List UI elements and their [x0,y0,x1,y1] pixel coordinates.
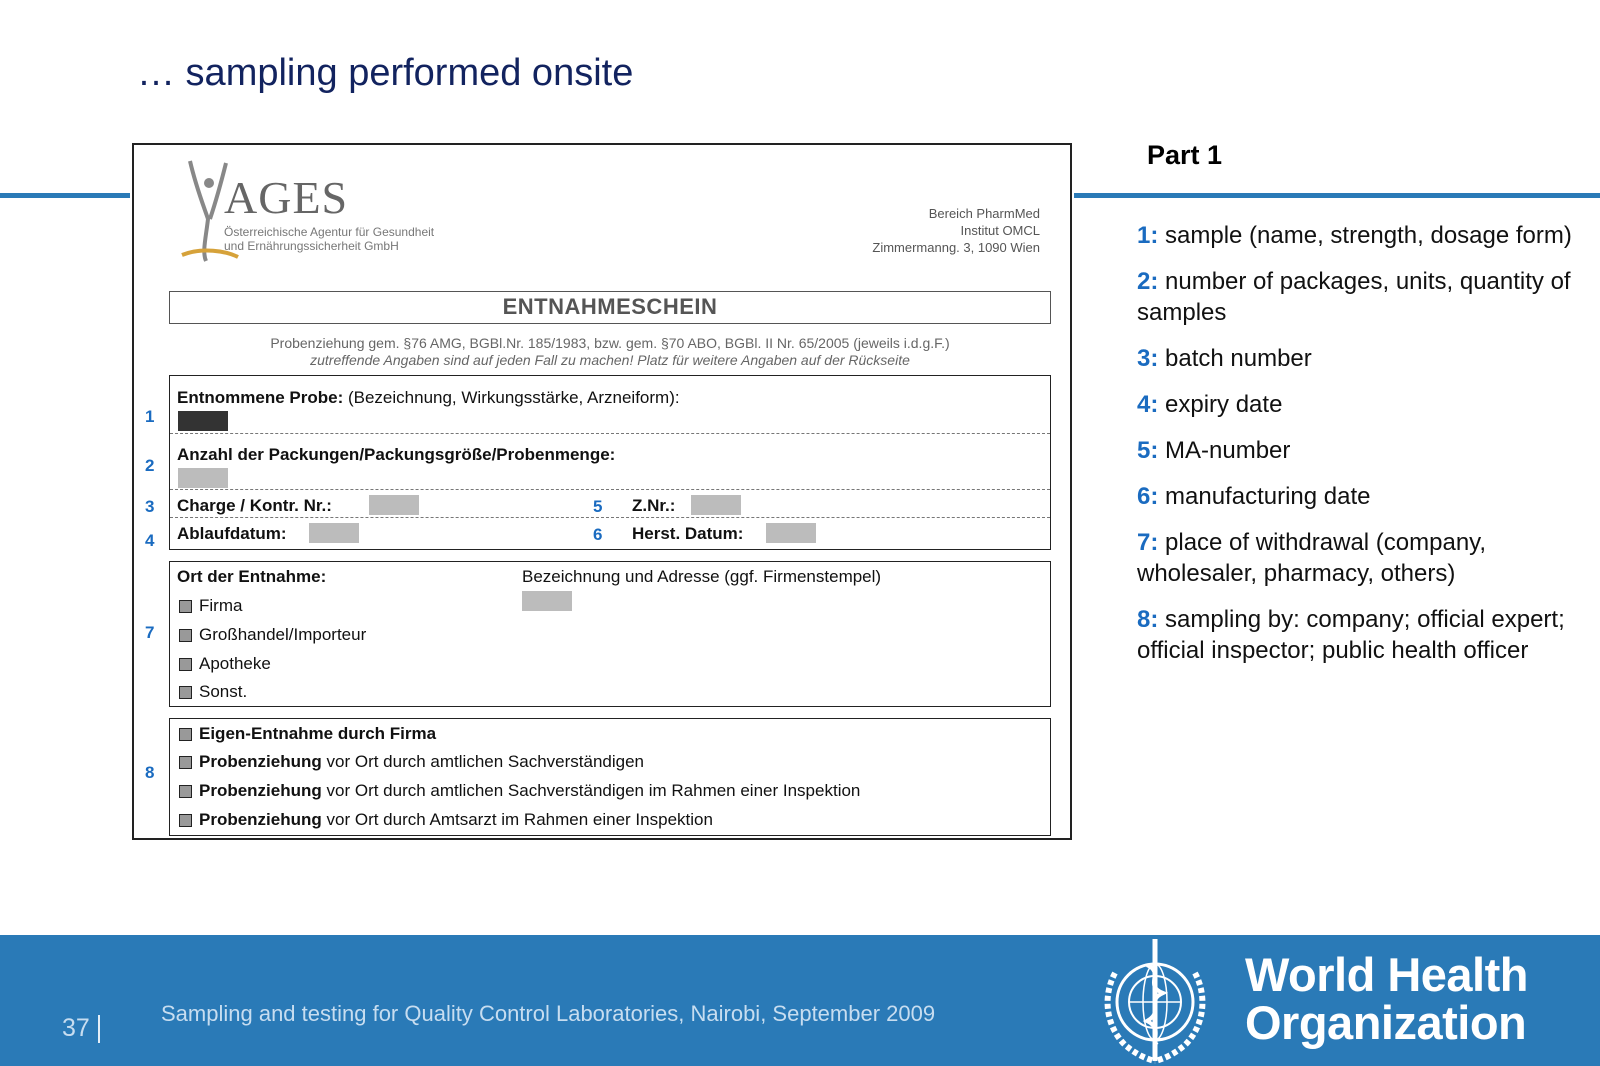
checkbox-icon [179,658,192,671]
legend-list [1137,220,1577,681]
sampling-option: Probenziehung vor Ort durch amtlichen Sachverständigen [179,752,644,772]
place-option: Firma [179,596,242,616]
checkbox-icon [179,600,192,613]
sampling-section [169,718,1051,836]
page-number: 37 [62,1014,90,1042]
redacted-value [178,411,228,431]
marker-6: 6 [593,525,603,544]
field-expiry-label: Ablaufdatum: [177,524,287,543]
divider [170,489,1050,490]
divider [170,433,1050,434]
page-number-divider [98,1015,100,1043]
legend-item: 1: sample (name, strength, dosage form) [1137,222,1572,249]
place-option: Apotheke [179,654,271,674]
place-option: Großhandel/Importeur [179,625,366,645]
sampling-option: Eigen-Entnahme durch Firma [179,724,436,744]
place-address-label: Bezeichnung und Adresse (ggf. Firmenstempel) [522,567,882,586]
org-logo-name: AGES [224,172,349,223]
checkbox-icon [179,728,192,741]
place-label: Ort der Entnahme: [177,567,327,586]
legal-note: Probenziehung gem. §76 AMG, BGBl.Nr. 185/1983, bzw. gem. §70 ABO, BGBl. II Nr. 65/2005 (jeweils i.d.g.F.) zutreffende Angaben sind auf jeden Fall zu machen! Platz für weitere Angaben auf der Rückseite [270,335,950,368]
footer [0,935,1600,1066]
marker-8: 8 [145,763,155,782]
marker-2: 2 [145,456,155,475]
sampling-option: Probenziehung vor Ort durch amtlichen Sachverständigen im Rahmen einer Inspektion [179,781,860,801]
legend-item: 5: MA-number [1137,437,1291,464]
checkbox-icon [179,629,192,642]
who-emblem-icon [1085,935,1225,1066]
legend-item: 2: number of packages, units, quantity of samples [1137,268,1571,326]
org-full-name: Österreichische Agentur für Gesundheit und Ernährungssicherheit GmbH [224,225,435,253]
field-sample-label: Entnommene Probe: (Bezeichnung, Wirkungsstärke, Arzneiform): [177,388,680,407]
slide-title: … sampling performed onsite [137,52,634,94]
marker-7: 7 [145,623,155,642]
field-manufacture-label: Herst. Datum: [632,524,744,543]
part-title: Part 1 [1147,140,1223,170]
checkbox-icon [179,686,192,699]
legend-item: 6: manufacturing date [1137,483,1371,510]
field-batch-label: Charge / Kontr. Nr.: [177,496,332,515]
redacted-value [178,468,228,488]
checkbox-icon [179,814,192,827]
redacted-value [522,591,572,611]
checkbox-icon [179,785,192,798]
org-address: Bereich PharmMed Institut OMCL Zimmermanng. 3, 1090 Wien [872,206,1040,255]
marker-1: 1 [145,407,155,426]
sampling-option: Probenziehung vor Ort durch Amtsarzt im Rahmen einer Inspektion [179,810,713,830]
marker-4: 4 [145,531,155,550]
redacted-value [369,495,419,515]
marker-3: 3 [145,497,155,516]
who-org-name: World Health Organization [1245,948,1528,1049]
redacted-value [766,523,816,543]
form-title: ENTNAHMESCHEIN [169,291,1051,324]
redacted-value [691,495,741,515]
divider [170,517,1050,518]
field-packages-label: Anzahl der Packungen/Packungsgröße/Probenmenge: [177,445,616,464]
legend-item: 4: expiry date [1137,391,1283,418]
legend-item: 7: place of withdrawal (company, wholesaler, pharmacy, others) [1137,529,1487,587]
form-image [132,143,1072,840]
legend-item: 3: batch number [1137,345,1312,372]
sample-fields-section [169,375,1051,550]
marker-5: 5 [593,497,603,516]
footer-text: Sampling and testing for Quality Control Laboratories, Nairobi, September 2009 [161,1001,936,1026]
place-option: Sonst. [179,682,247,702]
field-ma-label: Z.Nr.: [632,496,676,515]
place-section [169,561,1051,707]
checkbox-icon [179,756,192,769]
legend-item: 8: sampling by: company; official expert; official inspector; public health officer [1137,606,1565,664]
redacted-value [309,523,359,543]
